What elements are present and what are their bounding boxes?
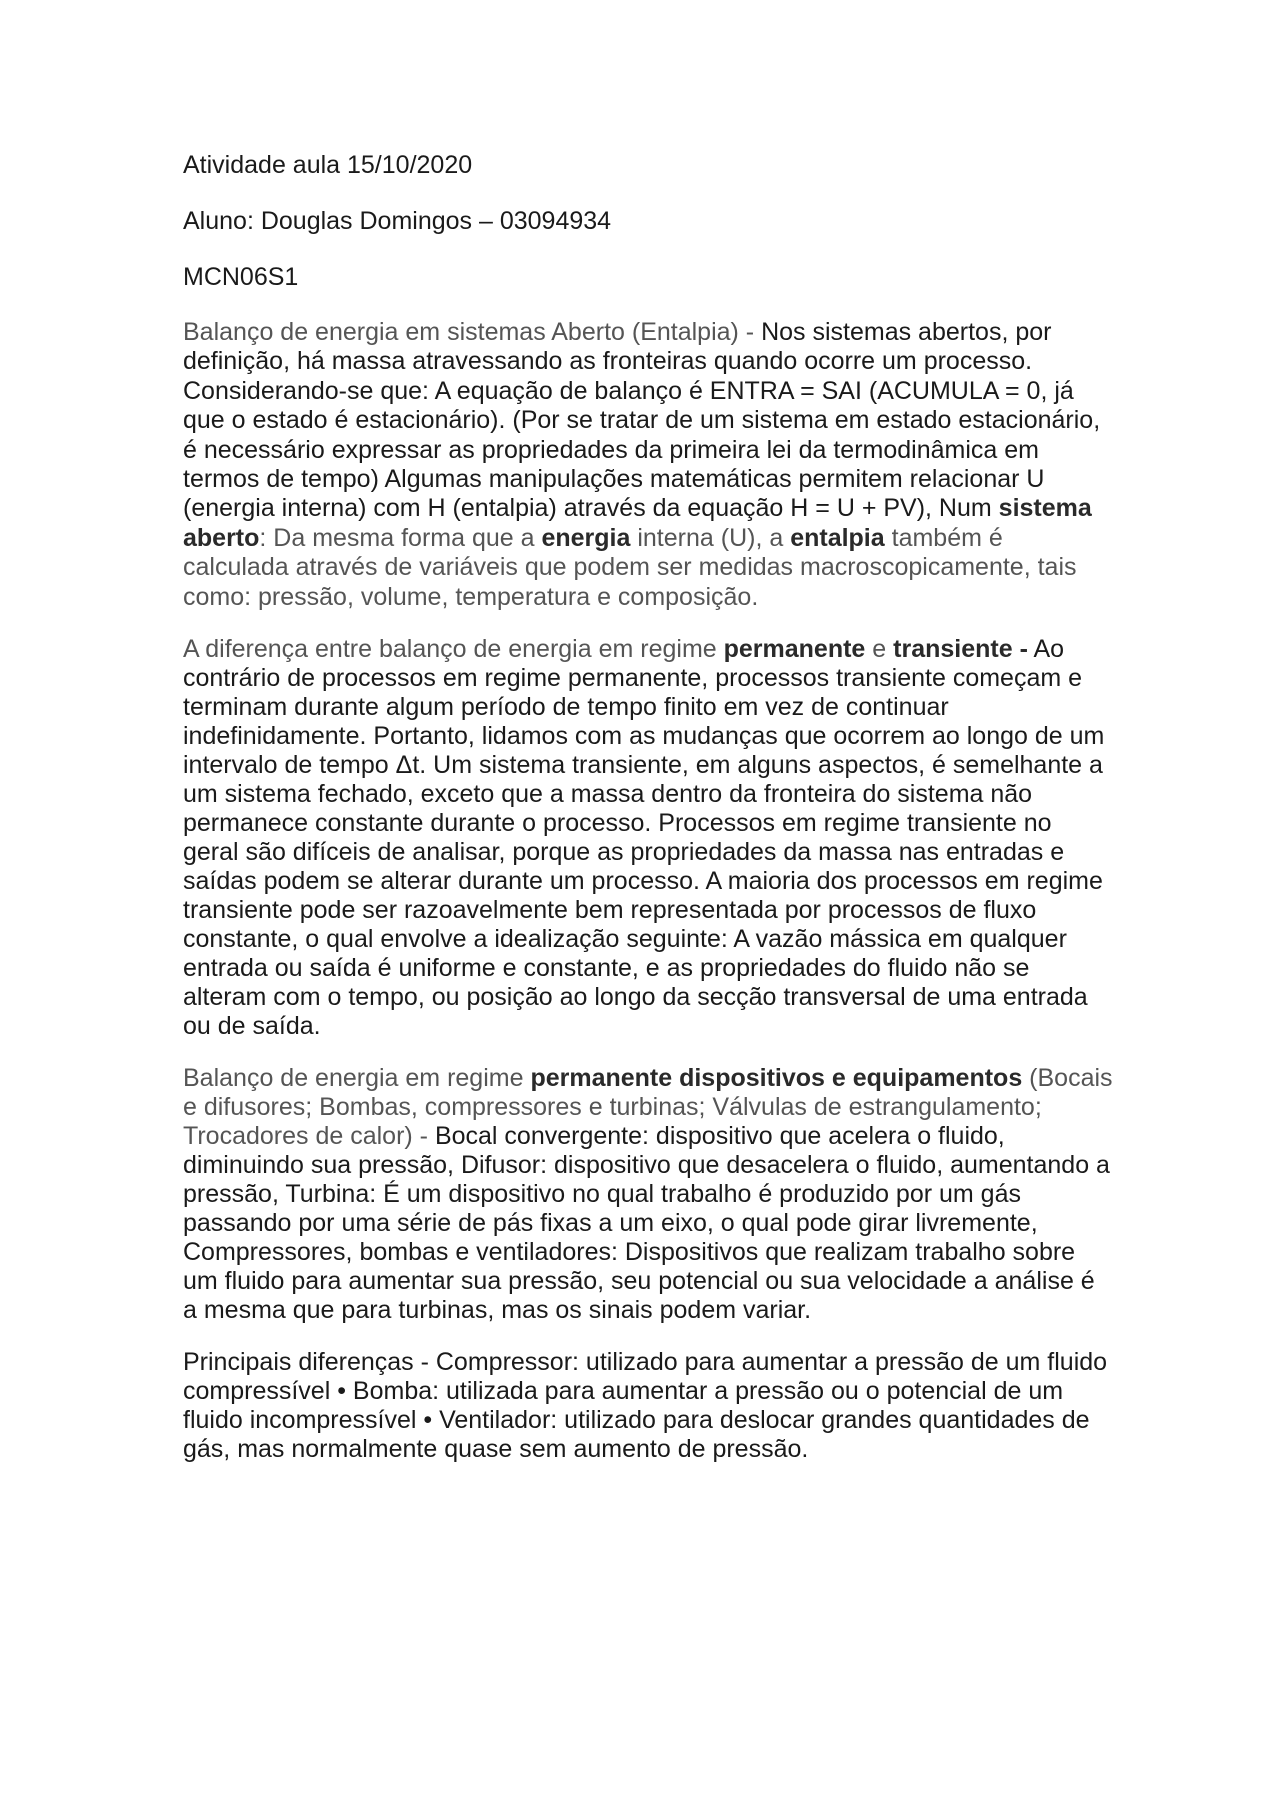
p3-list: (Bocais e difusores; Bombas, compressores e turbinas; Válvulas de estrangulamento; Trocadores de calor) - bbox=[183, 1064, 1113, 1151]
p2-bold-permanent: permanente bbox=[723, 635, 866, 664]
paragraph-devices bbox=[183, 1064, 1113, 1325]
course-code: MCN06S1 bbox=[183, 263, 299, 291]
p4-body: Principais diferenças - Compressor: utilizado para aumentar a pressão de um fluido compressível • Bomba: utilizada para aumentar a pressão ou o potencial de um fluido incompressível • Ventilador: utilizado para deslocar grandes quantidades de gás, mas normalmente quase sem aumento de pressão. bbox=[183, 1348, 1108, 1464]
p1-text-3: interna (U), a bbox=[630, 523, 791, 552]
p2-conj: e bbox=[865, 635, 894, 664]
p2-lead: A diferença entre balanço de energia em regime bbox=[183, 635, 724, 664]
p1-text-4: também é calculada através de variáveis que podem ser medidas macroscopicamente, tais como: pressão, volume, temperatura e composição. bbox=[183, 523, 1077, 611]
p1-bold-enthalpy: entalpia bbox=[790, 523, 885, 552]
p2-body: Ao contrário de processos em regime permanente, processos transiente começam e terminam durante algum período de tempo finito em vez de continuar indefinidamente. Portanto, lidamos com as mudanças que ocorrem ao longo de um intervalo de tempo Δt. Um sistema transiente, em alguns aspectos, é semelhante a um sistema fechado, exceto que a massa dentro da fronteira do sistema não permanece constante durante o processo. Processos em regime transiente no geral são difíceis de analisar, porque as propriedades da massa nas entradas e saídas podem se alterar durante um processo. A maioria dos processos em regime transiente pode ser razoavelmente bem representada por processos de fluxo constante, o qual envolve a idealização seguinte: A vazão mássica em qualquer entrada ou saída é uniforme e constante, e as propriedades do fluido não se alteram com o tempo, ou posição ao longo da secção transversal de uma entrada ou de saída. bbox=[183, 635, 1105, 1041]
p3-lead: Balanço de energia em regime bbox=[183, 1064, 531, 1093]
p1-lead: Balanço de energia em sistemas Aberto (Entalpia) - bbox=[183, 318, 762, 346]
p1-body: Nos sistemas abertos, por definição, há massa atravessando as fronteiras quando ocorre um processo. Considerando-se que: A equação de balanço é ENTRA = SAI (ACUMULA = 0, já que o estado é estacionário). (Por se tratar de um sistema em estado estacionário, é necessário expressar as propriedades da primeira lei da termodinâmica em termos de tempo) Algumas manipulações matemáticas permitem relacionar U (energia interna) com H (entalpia) através da equação H = U + PV), Num bbox=[183, 318, 1101, 523]
p1-bold-energy: energia bbox=[541, 523, 631, 552]
paragraph-main-differences bbox=[183, 1348, 1113, 1464]
paragraph-open-systems bbox=[183, 318, 1113, 612]
p2-bold-transient: transiente - bbox=[893, 635, 1028, 664]
paragraph-permanent-transient bbox=[183, 635, 1113, 1041]
activity-title: Atividade aula 15/10/2020 bbox=[183, 151, 473, 179]
p3-body: Bocal convergente: dispositivo que acelera o fluido, diminuindo sua pressão, Difusor: dispositivo que desacelera o fluido, aumentando a pressão, Turbina: É um dispositivo no qual trabalho é produzido por um gás passando por uma série de pás fixas a um eixo, o qual pode girar livremente, Compressores, bombas e ventiladores: Dispositivos que realizam trabalho sobre um fluido para aumentar sua pressão, seu potencial ou sua velocidade a análise é a mesma que para turbinas, mas os sinais podem variar. bbox=[183, 1122, 1110, 1325]
p1-bold-open-system: sistema aberto bbox=[183, 494, 1092, 552]
p3-bold-devices: permanente dispositivos e equipamentos bbox=[530, 1064, 1023, 1093]
p1-text-2: : Da mesma forma que a bbox=[259, 523, 542, 552]
student-line: Aluno: Douglas Domingos – 03094934 bbox=[183, 207, 612, 235]
document-page bbox=[183, 150, 1113, 1487]
